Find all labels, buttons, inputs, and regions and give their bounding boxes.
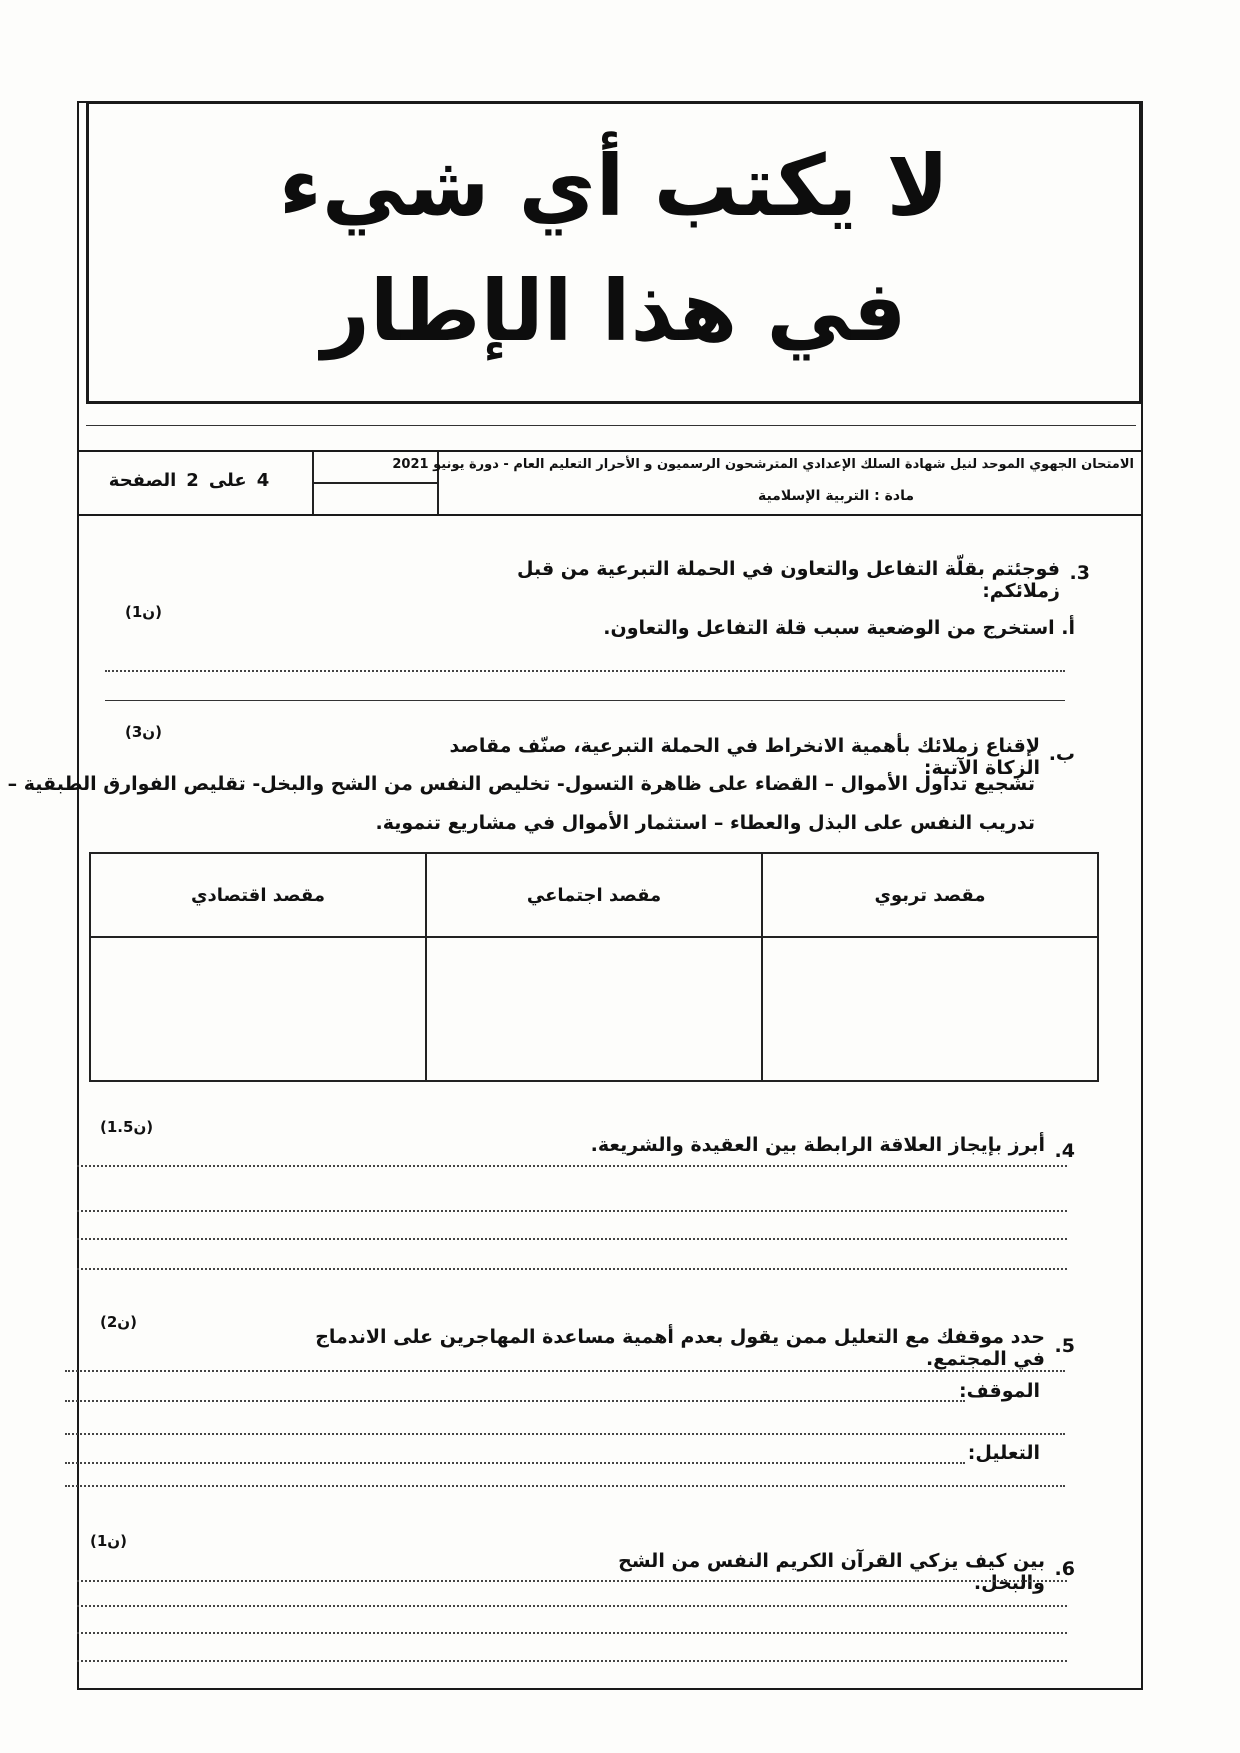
answer-line[interactable] (77, 1210, 1067, 1212)
answer-line[interactable] (65, 1485, 1065, 1487)
separator-line (86, 425, 1136, 426)
answer-line[interactable] (65, 1400, 965, 1402)
answer-rule (105, 700, 1065, 701)
q5-points: (2ن) (100, 1313, 137, 1331)
q6-number: 6. (1054, 1558, 1075, 1580)
q5-number: 5. (1054, 1335, 1075, 1357)
cell-educational-answer[interactable] (762, 937, 1098, 1081)
q3-text: فوجئتم بقلّة التفاعل والتعاون في الحملة التبرعية من قبل زملائكم: (517, 558, 1060, 602)
q5-reason-label: التعليل: (967, 1442, 1040, 1464)
answer-line[interactable] (77, 1660, 1067, 1662)
col-educational: مقصد تربوي (762, 853, 1098, 937)
answer-line[interactable] (65, 1370, 1065, 1372)
page-total: 4 (256, 470, 270, 491)
q4-text: أبرز بإيجاز العلاقة الرابطة بين العقيدة والشريعة. (590, 1134, 1045, 1156)
q3b-items-line1: تشجيع تداول الأموال – القضاء على ظاهرة التسول- تخليص النفس من الشح والبخل- تقليص الفوارق الطبقية – (7, 773, 1035, 795)
page-of: على (208, 470, 247, 491)
answer-line[interactable] (77, 1632, 1067, 1634)
q6-text: بين كيف يزكي القرآن الكريم النفس من الشح والبخل. (618, 1550, 1045, 1594)
answer-line[interactable] (77, 1238, 1067, 1240)
page-current: 2 (186, 470, 199, 491)
col-economic: مقصد اقتصادي (90, 853, 426, 937)
q5-text: حدد موقفك مع التعليل ممن يقول بعدم أهمية مساعدة المهاجرين على الاندماج في المجتمع. (315, 1326, 1045, 1370)
exam-header (77, 450, 1143, 516)
do-not-write-box (86, 101, 1142, 404)
subject-line: مادة : التربية الإسلامية (757, 488, 914, 504)
q5-position-label: الموقف: (959, 1380, 1040, 1402)
q4-number: 4. (1054, 1140, 1075, 1162)
answer-line[interactable] (65, 1462, 965, 1464)
cell-social-answer[interactable] (426, 937, 762, 1081)
answer-line[interactable] (77, 1268, 1067, 1270)
q3a-text: أ. استخرج من الوضعية سبب قلة التفاعل والتعاون. (603, 617, 1075, 639)
answer-line[interactable] (77, 1605, 1067, 1607)
page-indicator (89, 470, 289, 491)
col-social: مقصد اجتماعي (426, 853, 762, 937)
zakat-goals-table (89, 852, 1099, 1082)
q3a-points: (1ن) (125, 603, 162, 621)
answer-line[interactable] (105, 670, 1065, 672)
q6-points: (1ن) (90, 1532, 127, 1550)
answer-line[interactable] (65, 1433, 1065, 1435)
banner-line-1: لا يكتب أي شيء (278, 137, 950, 235)
page-label: الصفحة (108, 470, 177, 491)
q3b-points: (3ن) (125, 723, 162, 741)
cell-economic-answer[interactable] (90, 937, 426, 1081)
answer-line[interactable] (77, 1165, 1067, 1167)
banner-line-2: في هذا الإطار (321, 262, 907, 360)
q3-number: 3. (1069, 562, 1090, 584)
q3b-text: لإقناع زملائك بأهمية الانخراط في الحملة التبرعية، صنّف مقاصد الزكاة الآتية: (449, 735, 1040, 779)
q4-points: (1.5ن) (100, 1118, 154, 1136)
q3b-label: ب. (1048, 743, 1075, 765)
header-blank-bottom (312, 482, 439, 514)
q3b-items-line2: تدريب النفس على البذل والعطاء – استثمار الأموال في مشاريع تنموية. (375, 812, 1035, 834)
exam-title: الامتحان الجهوي الموحد لنيل شهادة السلك الإعدادي المترشحون الرسميون و الأحرار التعليم العام - دورة يونيو 2021 (392, 457, 1134, 472)
answer-line[interactable] (77, 1580, 1067, 1582)
page-number-box (79, 452, 314, 514)
